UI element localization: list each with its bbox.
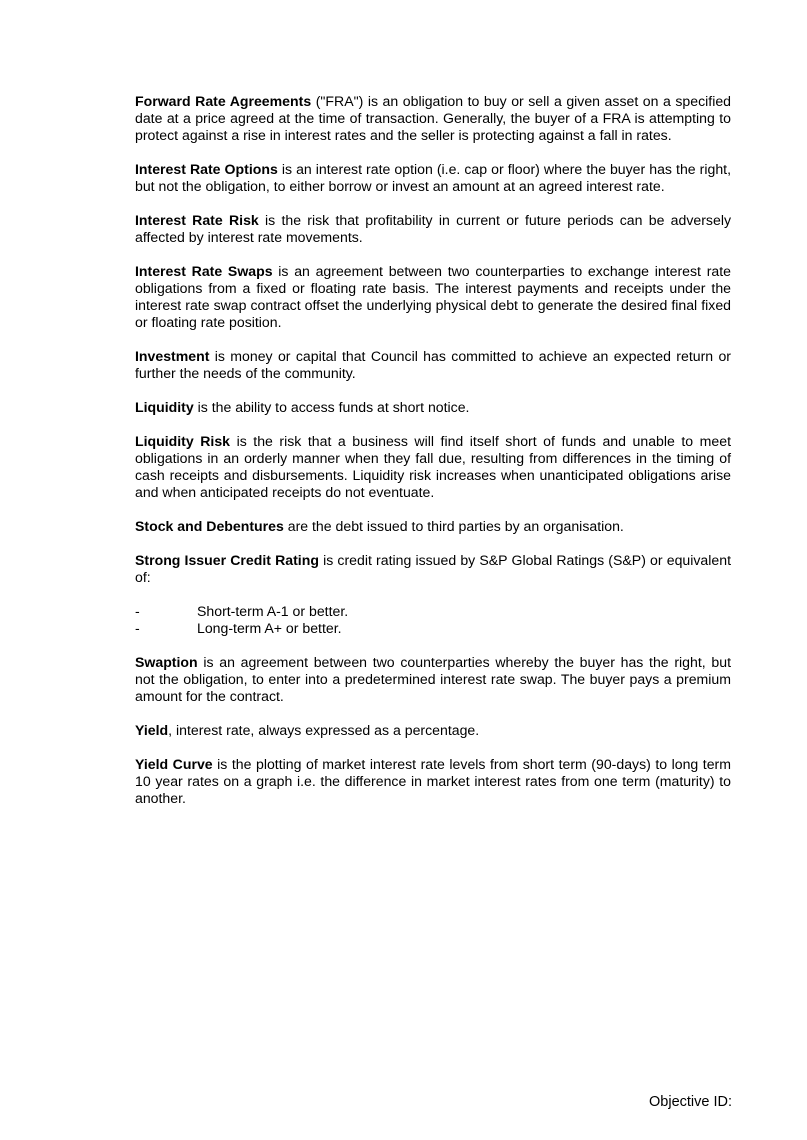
definition-stock-and-debentures [135, 518, 731, 535]
definition-interest-rate-swaps [135, 263, 731, 331]
definition-term: Interest Rate Options [135, 161, 278, 177]
definition-investment [135, 348, 731, 382]
rating-list [135, 603, 731, 637]
definition-term: Interest Rate Swaps [135, 263, 273, 279]
definition-term: Strong Issuer Credit Rating [135, 552, 319, 568]
definition-text: is money or capital that Council has committed to achieve an expected return or further the needs of the community. [135, 348, 731, 381]
definition-yield-curve [135, 756, 731, 807]
definition-term: Yield [135, 722, 169, 738]
dash-marker: - [135, 603, 140, 619]
definition-term: Stock and Debentures [135, 518, 284, 534]
document-body [135, 93, 731, 824]
definition-text: , interest rate, always expressed as a percentage. [168, 722, 480, 738]
definition-term: Forward Rate Agreements [135, 93, 312, 109]
definition-term: Liquidity Risk [135, 433, 231, 449]
definition-interest-rate-risk [135, 212, 731, 246]
definition-yield [135, 722, 731, 739]
definition-text: are the debt issued to third parties by an organisation. [283, 518, 624, 534]
definition-text: is the plotting of market interest rate levels from short term (90-days) to long term 10 year rates on a graph i.e. the difference in market interest rates from one term (maturity) to another. [135, 756, 731, 806]
definition-strong-issuer-credit-rating [135, 552, 731, 586]
definition-text: is the risk that profitability in current or future periods can be adversely affected by interest rate movements. [135, 212, 731, 245]
list-item-text: Long-term A+ or better. [197, 620, 342, 636]
list-item [135, 603, 731, 620]
definition-text: is credit rating issued by S&P Global Ratings (S&P) or equivalent of: [135, 552, 731, 585]
definition-text: ("FRA") is an obligation to buy or sell a given asset on a specified date at a price agreed at the time of transaction. Generally, the buyer of a FRA is attempting to protect against a rise in interest rates and the seller is protecting against a fall in rates. [135, 93, 732, 143]
definition-interest-rate-options [135, 161, 731, 195]
list-item [135, 620, 731, 637]
definition-term: Swaption [135, 654, 198, 670]
definition-text: is the risk that a business will find itself short of funds and unable to meet obligations in an orderly manner when they fall due, resulting from differences in the timing of cash receipts and disbursements. Liquidity risk increases when unanticipated obligations arise and when anticipated receipts do not eventuate. [135, 433, 732, 500]
definition-swaption [135, 654, 731, 705]
definition-liquidity-risk [135, 433, 731, 501]
definition-text: is an agreement between two counterparties to exchange interest rate obligations from a fixed or floating rate basis. The interest payments and receipts under the interest rate swap contract offset the underlying physical debt to generate the desired final fixed or floating rate position. [135, 263, 731, 330]
definition-liquidity [135, 399, 731, 416]
definition-term: Interest Rate Risk [135, 212, 259, 228]
objective-id-label: Objective ID: [649, 1094, 732, 1110]
definition-text: is the ability to access funds at short notice. [193, 399, 470, 415]
definition-term: Yield Curve [135, 756, 213, 772]
definition-term: Investment [135, 348, 210, 364]
dash-marker: - [135, 620, 140, 636]
definition-text: is an agreement between two counterparties whereby the buyer has the right, but not the obligation, to enter into a predetermined interest rate swap. The buyer pays a premium amount for the contract. [135, 654, 731, 704]
list-item-text: Short-term A-1 or better. [197, 603, 349, 619]
definition-term: Liquidity [135, 399, 194, 415]
definition-text: is an interest rate option (i.e. cap or floor) where the buyer has the right, but not the obligation, to either borrow or invest an amount at an agreed interest rate. [135, 161, 732, 194]
definition-fra [135, 93, 731, 144]
